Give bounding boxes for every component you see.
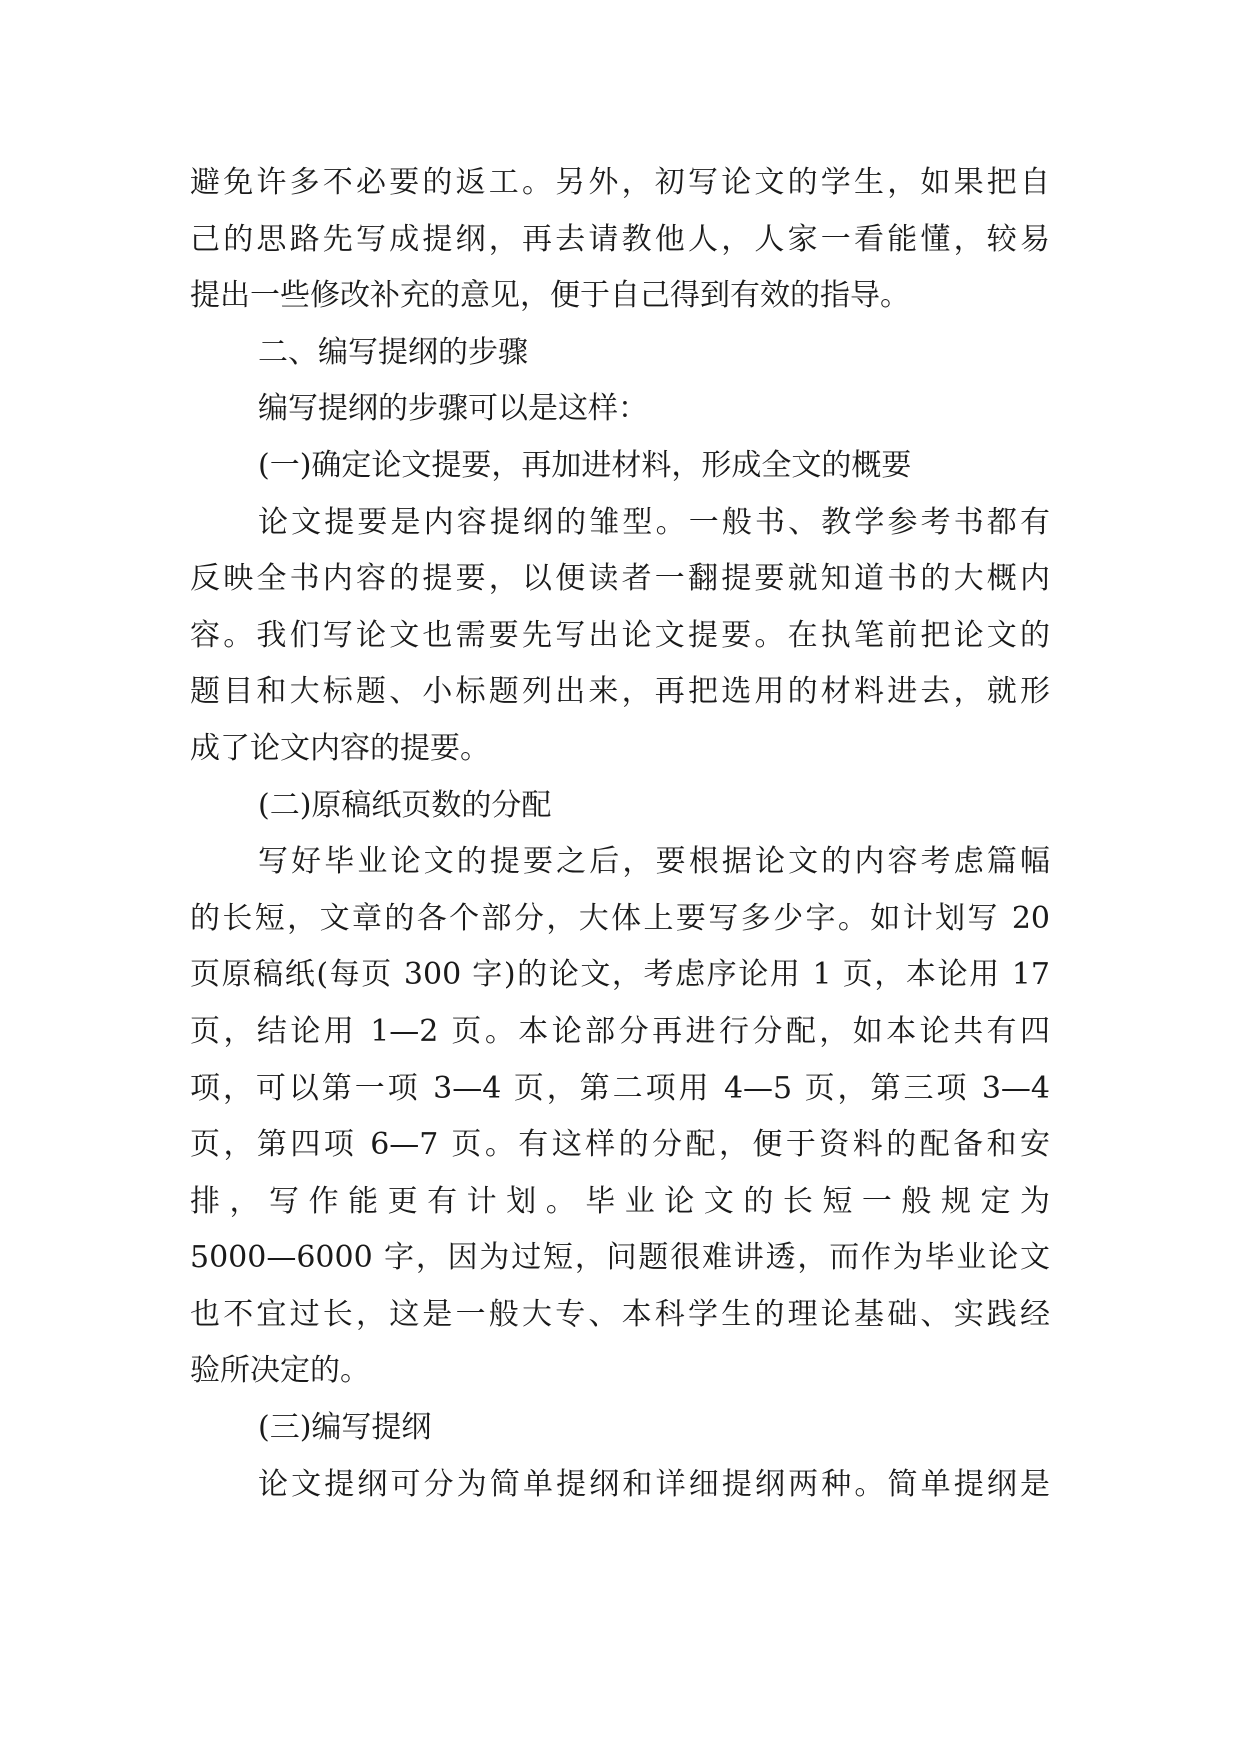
text-line: 页，第四项 6—7 页。有这样的分配，便于资料的配备和安 (190, 1127, 1050, 1163)
text-line: 己的思路先写成提纲，再去请教他人，人家一看能懂，较易 (190, 221, 1050, 257)
text-line: 验所决定的。 (190, 1353, 370, 1389)
text-line: 论文提纲可分为简单提纲和详细提纲两种。简单提纲是 (258, 1466, 1050, 1502)
text-line: 页，结论用 1—2 页。本论部分再进行分配，如本论共有四 (190, 1013, 1050, 1049)
text-line: 排，写作能更有计划。毕业论文的长短一般规定为 (190, 1183, 1050, 1219)
text-line: 二、编写提纲的步骤 (258, 334, 528, 370)
document-body (190, 155, 1050, 1513)
text-line: 编写提纲的步骤可以是这样： (258, 391, 648, 427)
text-line: 论文提要是内容提纲的雏型。一般书、教学参考书都有 (258, 504, 1050, 540)
text-line: 5000—6000 字，因为过短，问题很难讲透，而作为毕业论文 (190, 1240, 1050, 1276)
text-line: 项，可以第一项 3—4 页，第二项用 4—5 页，第三项 3—4 (190, 1070, 1050, 1106)
text-line: (一)确定论文提要，再加进材料，形成全文的概要 (258, 447, 912, 483)
text-line: (三)编写提纲 (258, 1410, 432, 1446)
text-line: 反映全书内容的提要，以便读者一翻提要就知道书的大概内 (190, 561, 1050, 597)
text-line: 题目和大标题、小标题列出来，再把选用的材料进去，就形 (190, 674, 1050, 710)
text-line: 的长短，文章的各个部分，大体上要写多少字。如计划写 20 (190, 900, 1050, 936)
text-line: 提出一些修改补充的意见，便于自己得到有效的指导。 (190, 278, 910, 314)
text-line: 页原稿纸(每页 300 字)的论文，考虑序论用 1 页，本论用 17 (190, 957, 1050, 993)
text-line: 避免许多不必要的返工。另外，初写论文的学生，如果把自 (190, 165, 1050, 200)
text-line: 也不宜过长，这是一般大专、本科学生的理论基础、实践经 (190, 1296, 1050, 1332)
text-line: (二)原稿纸页数的分配 (258, 787, 552, 823)
text-line: 写好毕业论文的提要之后，要根据论文的内容考虑篇幅 (258, 844, 1050, 880)
text-line: 容。我们写论文也需要先写出论文提要。在执笔前把论文的 (190, 617, 1050, 653)
text-line: 成了论文内容的提要。 (190, 730, 490, 766)
